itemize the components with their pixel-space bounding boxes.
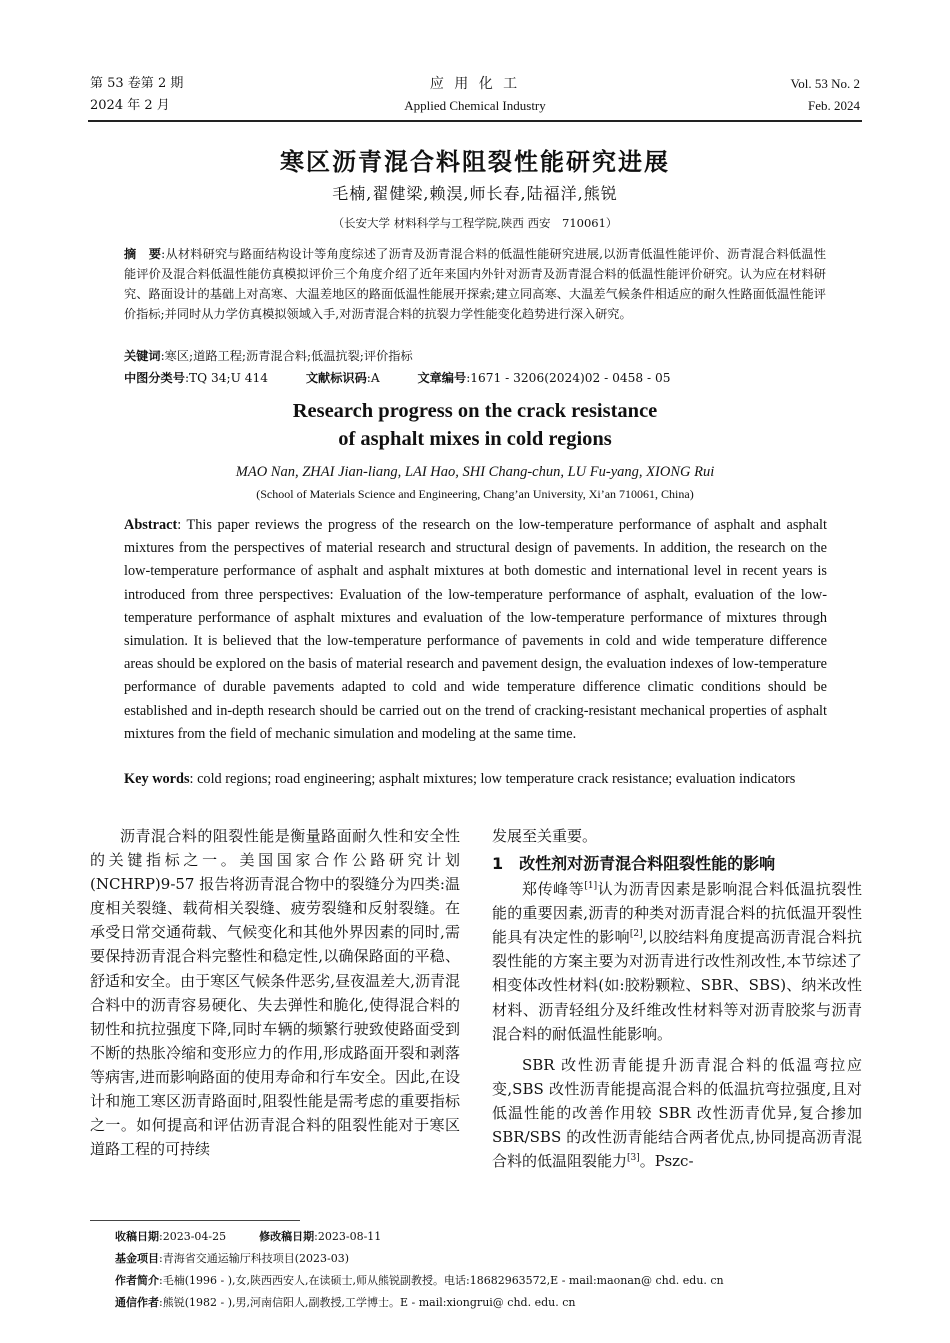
received-date: 2023-04-25 bbox=[162, 1230, 227, 1243]
article-no-label: 文章编号 bbox=[417, 371, 467, 385]
header-date-en: Feb. 2024 bbox=[808, 98, 860, 113]
keywords-cn-label: 关键词 bbox=[124, 349, 161, 363]
p2-text-a: SBR 改性沥青能提升沥青混合料的低温弯拉应变,SBS 改性沥青能提高混合料的低温抗弯拉强度,且对低温性能的改善作用较 SBR 改性沥青优异,复合掺加 SBR/SBS 的改性沥青能结合两者优点,协同提高沥青混合料的低温阻裂能力 bbox=[492, 1055, 862, 1171]
keywords-en: Key words: cold regions; road engineering; asphalt mixtures; low temperature crack resistance; evaluation indicators bbox=[124, 771, 796, 787]
footnote-dates: 收稿日期:2023-04-25 修改稿日期:2023-08-11 bbox=[115, 1230, 382, 1243]
revised-label: 修改稿日期 bbox=[259, 1230, 315, 1243]
keywords-cn: 关键词:寒区;道路工程;沥青混合料;低温抗裂;评价指标 bbox=[124, 349, 413, 363]
corresponding-text: 熊锐(1982 - ),男,河南信阳人,副教授,工学博士。E - mail:xiongrui@ chd. edu. cn bbox=[162, 1296, 576, 1309]
doc-code-label: 文献标识码 bbox=[305, 371, 367, 385]
page-title-en bbox=[0, 397, 950, 453]
doc-code-value: A bbox=[370, 371, 380, 385]
citation-2[interactable]: [2] bbox=[629, 929, 643, 940]
page-title-en-line1: Research progress on the crack resistance bbox=[292, 400, 658, 422]
authors-en: MAO Nan, ZHAI Jian-liang, LAI Hao, SHI Chang-chun, LU Fu-yang, XIONG Rui bbox=[235, 464, 715, 480]
keywords-cn-text: 寒区;道路工程;沥青混合料;低温抗裂;评价指标 bbox=[164, 349, 413, 363]
page-title-en-line2: of asphalt mixes in cold regions bbox=[338, 428, 612, 450]
p1-text-b: 认为沥青因素是影响混合料低温抗裂性能的重要因素,沥青的种类对沥青混合料的抗低温开裂性能具有决定性的影响 bbox=[492, 880, 862, 947]
authors-cn: 毛楠,翟健梁,赖淏,师长春,陆福洋,熊锐 bbox=[332, 184, 618, 203]
intro-continuation: 发展至关重要。 bbox=[492, 827, 598, 845]
abstract-en-label: Abstract bbox=[124, 517, 178, 533]
section-1-paragraph-2 bbox=[492, 1053, 862, 1173]
footnote-corresponding: 通信作者:熊锐(1982 - ),男,河南信阳人,副教授,工学博士。E - mail:xiongrui@ chd. edu. cn bbox=[115, 1296, 576, 1309]
received-label: 收稿日期 bbox=[115, 1230, 159, 1243]
fund-text: 青海省交通运输厅科技项目(2023-03) bbox=[162, 1252, 350, 1265]
header-journal-en: Applied Chemical Industry bbox=[404, 98, 546, 113]
citation-1[interactable]: [1] bbox=[584, 881, 598, 892]
p1-text-a: 郑传峰等 bbox=[522, 880, 585, 899]
header-date-cn: 2024 年 2 月 bbox=[90, 98, 170, 113]
revised-date: 2023-08-11 bbox=[317, 1230, 382, 1243]
header-journal-cn: 应 用 化 工 bbox=[429, 76, 521, 92]
classification-line: 中图分类号:TQ 34;U 414 文献标识码:A 文章编号:1671 - 3206(2024)02 - 0458 - 05 bbox=[124, 371, 671, 385]
p2-text-b: 。Pszc- bbox=[639, 1152, 694, 1171]
p1-text-c: ,以胶结料角度提高沥青混合料抗裂性能的方案主要为对沥青进行改性剂改性,本节综述了相变体改性材料(如:胶粉颗粒、SBR、SBS)、纳米改性材料、沥青轻组分及纤维改性材料等对沥青胶浆与沥青混合料的耐低温性能影响。 bbox=[492, 928, 862, 1043]
author-bio-text: 毛楠(1996 - ),女,陕西西安人,在读硕士,师从熊锐副教授。电话:18682963572,E - mail:maonan@ chd. edu. cn bbox=[162, 1274, 724, 1287]
affiliation-cn: （长安大学 材料科学与工程学院,陕西 西安 710061） bbox=[332, 216, 618, 230]
abstract-cn: 摘 要:从材料研究与路面结构设计等角度综述了沥青及沥青混合料的低温性能研究进展,以沥青低温性能评价、沥青混合料低温性能评价及混合料低温性能仿真模拟评价三个角度介绍了近年来国内外针对沥青及沥青混合料的低温性能评价研究。认为应在材料研究、路面设计的基础上对高寒、大温差地区的路面低温性能展开探索;建立同高寒、大温差气候条件相适应的耐久性路面低温性能评价指标;并同时从力学仿真模拟领域入手,对沥青混合料的抗裂力学性能变化趋势进行深入研究。 bbox=[124, 247, 827, 321]
body-column-left bbox=[90, 824, 460, 1161]
header-volume-en: Vol. 53 No. 2 bbox=[790, 76, 860, 91]
abstract-cn-label: 摘 要 bbox=[124, 247, 162, 261]
fund-label: 基金项目 bbox=[115, 1252, 159, 1265]
article-no-value: 1671 - 3206(2024)02 - 0458 - 05 bbox=[470, 371, 671, 385]
section-1-paragraph-1 bbox=[492, 877, 862, 1046]
clc-label: 中图分类号 bbox=[124, 371, 185, 385]
citation-3[interactable]: [3] bbox=[627, 1153, 640, 1164]
body-column-right bbox=[492, 824, 862, 1173]
section-1-heading: 1 改性剂对沥青混合料阻裂性能的影响 bbox=[492, 854, 776, 874]
abstract-en-text: This paper reviews the progress of the research on the low-temperature performance of asphalt and asphalt mixtures from the perspectives of material research and structural design of pavements. In addition, the research on the low-temperature performance of asphalt and asphalt mixtures at both domestic and international level in recent years is introduced from three perspectives: Evaluation of the low-temperature performance of asphalt, evaluation of the low-temperature performance of asphalt mixtures and evaluation of the low-temperature performance of mixtures through simulation. It is believed that the low-temperature performance of pavements in cold and wide temperature difference areas should be explored on the basis of material research and pavement design, the evaluation indexes of low-temperature performance of durable pavements adapted to cold and wide temperature difference climatic conditions should be established and in-depth research should be carried out on the trend of cracking-resistant mechanical properties of asphalt mixtures from the field of mechanic simulation and modeling at the same time. bbox=[124, 517, 827, 742]
footnote-author: 作者简介:毛楠(1996 - ),女,陕西西安人,在读硕士,师从熊锐副教授。电话:18682963572,E - mail:maonan@ chd. edu. cn bbox=[115, 1274, 724, 1287]
corresponding-label: 通信作者 bbox=[115, 1296, 159, 1309]
footnote-rule bbox=[90, 1220, 300, 1221]
intro-paragraph: 沥青混合料的阻裂性能是衡量路面耐久性和安全性的关键指标之一。美国国家合作公路研究计划(NCHRP)9-57 报告将沥青混合物中的裂缝分为四类:温度相关裂缝、载荷相关裂缝、疲劳裂缝和反射裂缝。在承受日常交通荷载、气候变化和其他外界因素的同时,需要保持沥青混合料完整性和稳定性,以确保路面的平稳、舒适和安全。由于寒区气候条件恶劣,昼夜温差大,沥青混合料中的沥青容易硬化、失去弹性和脆化,使得混合料的韧性和抗拉强度下降,同时车辆的频繁行驶致使路面受到不断的热胀冷缩和变形应力的作用,形成路面开裂和剥落等病害,进而影响路面的使用寿命和行车安全。因此,在设计和施工寒区沥青路面时,阻裂性能是需考虑的重要指标之一。如何提高和评估沥青混合料的阻裂性能对于寒区道路工程的可持续 bbox=[90, 827, 460, 1159]
header-rule bbox=[88, 120, 862, 122]
clc-value: TQ 34;U 414 bbox=[189, 371, 269, 385]
keywords-en-text: cold regions; road engineering; asphalt mixtures; low temperature crack resistance; evaluation indicators bbox=[197, 771, 796, 787]
header-volume-cn: 第 53 卷第 2 期 bbox=[90, 76, 184, 91]
page-title-cn: 寒区沥青混合料阻裂性能研究进展 bbox=[280, 148, 670, 176]
abstract-en: Abstract: This paper reviews the progress of the research on the low-temperature performance of asphalt and asphalt mixtures from the perspectives of material research and structural design of pavements. In addition, the research on the low-temperature performance of asphalt and asphalt mixtures at both domestic and international level in recent years is introduced from three perspectives: Evaluation of the low-temperature performance of asphalt, evaluation of the low-temperature performance of asphalt mixtures and evaluation of the low-temperature performance of mixtures through simulation. It is believed that the low-temperature performance of pavements in cold and wide temperature difference areas should be explored on the basis of material research and pavement design, the evaluation indexes of low-temperature performance of durable pavements adapted to cold and wide temperature difference climatic conditions should be established and in-depth research should be carried out on the trend of cracking-resistant mechanical properties of asphalt mixtures from the field of mechanic simulation and modeling at the same time. bbox=[124, 517, 827, 742]
abstract-cn-text: 从材料研究与路面结构设计等角度综述了沥青及沥青混合料的低温性能研究进展,以沥青低温性能评价、沥青混合料低温性能评价及混合料低温性能仿真模拟评价三个角度介绍了近年来国内外针对沥青及沥青混合料的低温性能评价研究。认为应在材料研究、路面设计的基础上对高寒、大温差地区的路面低温性能展开探索;建立同高寒、大温差气候条件相适应的耐久性路面低温性能评价指标;并同时从力学仿真模拟领域入手,对沥青混合料的抗裂力学性能变化趋势进行深入研究。 bbox=[124, 247, 827, 321]
author-bio-label: 作者简介 bbox=[115, 1274, 159, 1287]
footnote-fund: 基金项目:青海省交通运输厅科技项目(2023-03) bbox=[115, 1252, 350, 1265]
affiliation-en: (School of Materials Science and Engineering, Chang’an University, Xi’an 710061, China) bbox=[256, 487, 694, 501]
keywords-en-label: Key words bbox=[124, 771, 190, 787]
